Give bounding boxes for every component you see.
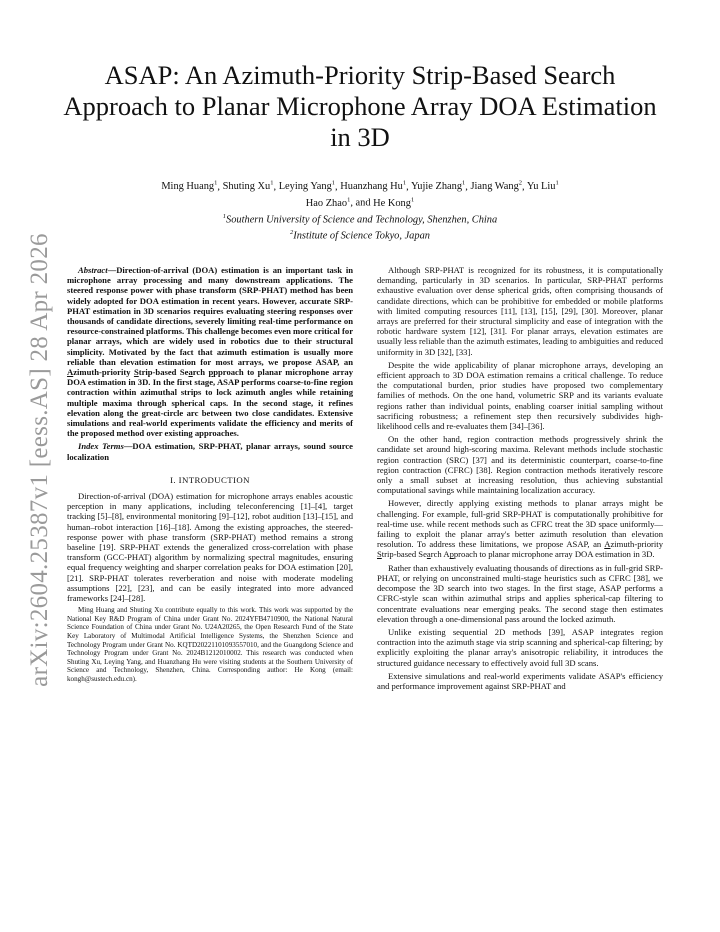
paragraph: Direction-of-arrival (DOA) estimation for microphone arrays enables acoustic perception in many applications, including teleconferencing [1]–[4], target tracking [5]–[8], environmental monitoring [9]–[12], robot audition [13]–[15], and human–robot interaction [16]–[18]. Among the existing approaches, the steered-response power with phase transform (SRP-PHAT) method remains a strong baseline [19]. SRP-PHAT extends the generalized cross-correlation with phase transform (GCC-PHAT) algorithm by normalizing spectral magnitudes, ensuring equal frequency weighting and sharper correlation peaks for DOA estimation [20], [21]. SRP-PHAT tolerates reverberation and noise with moderate modeling assumptions [22], [23], and can be easily integrated into more advanced frameworks [24]–[28]. <box>67 491 353 604</box>
author: Shuting Xu$^1$ <box>222 180 274 193</box>
author-block <box>70 177 650 243</box>
author-line-2: Hao Zhao$^1$, and He Kong$^1$ <box>305 196 415 209</box>
paragraph: Unlike existing sequential 2D methods [39], ASAP integrates region contraction into the azimuth stage via strip scanning and spherical-cap filtering; by explicitly exploiting the planar array's anisotropic reliability, it introduces the structured guidance necessary to effectively avoid full 3D scans. <box>377 626 663 668</box>
paragraph: Although SRP-PHAT is recognized for its robustness, it is computationally demanding, particularly in 3D scenarios. In particular, SRP-PHAT performs exhaustive evaluation over dense spherical grids, often comprising thousands of candidate directions, which can be prohibitive for embedded or mobile platforms with limited computing resources [11], [13], [15], [29], [30]. Moreover, planar arrays are preferred for their structural simplicity and ease of integration with the robotic hardware system [12], [31]. For planar arrays, elevation estimates are usually less reliable than the azimuth estimates, leading to ambiguities and reduced uniformity in 3D [32], [33]. <box>377 265 663 357</box>
affiliation: $^2$Institute of Science Tokyo, Japan <box>290 229 430 242</box>
author: Hao Zhao$^1$ <box>305 196 351 209</box>
arxiv-id: arXiv:2604.25387v1 [eess.AS] 28 Apr 2026 <box>26 233 53 687</box>
section-heading: I. INTRODUCTION <box>170 474 250 485</box>
author: Yu Liu$^1$ <box>526 180 559 193</box>
abstract: Abstract—Direction-of-arrival (DOA) estimation is an important task in microphone array processing and many downstream applications. The steered response power with phase transform (SRP-PHAT) method has been widely adopted for DOA estimation in recent years. However, accurate SRP-PHAT estimation in 3D scenarios requires evaluating steering responses over thousands of candidate directions, severely limiting real-time performance on resource-constrained platforms. This challenge becomes even more critical for planar arrays, which are widely used in robotics due to their structural simplicity. Motivated by the fact that azimuth estimation is usually more reliable than elevation estimation for most arrays, we propose ASAP, an Azimuth-priority Strip-based Search ppproach to planar microphone array DOA estimation in 3D. In the first stage, ASAP performs coarse-to-fine region contraction within azimuthal strips to lock azimuth angles while retaining multiple maxima through spherical caps. In the second stage, it refines elevation along the great-circle arc between two close candidates. Extensive simulations and real-world experiments validate the efficiency and merits of the proposed method over existing approaches. <box>67 265 354 439</box>
paper-title: ASAP: An Azimuth-Priority Strip-Based Search Approach to Planar Microphone Array DOA Estimation in 3D <box>63 60 657 152</box>
paragraph: Rather than exhaustively evaluating thousands of directions as in full-grid SRP-PHAT, or relying on unconstrained multi-stage heuristics such as CFRC [38], we decompose the 3D search into two stages. In the first stage, ASAP performs a CFRC-style scan within azimuthal strips and applies spherical-cap filtering to concentrate evaluations near emerging peaks. The second stage then estimates elevation through a one-dimensional pass around the locked azimuth. <box>377 562 663 624</box>
author: He Kong$^1$ <box>373 196 415 209</box>
right-column <box>377 265 663 694</box>
author: Ming Huang$^1$ <box>161 180 218 193</box>
paragraph: Despite the wide applicability of planar microphone arrays, developing an efficient approach to 3D DOA estimation remains a critical challenge. To reduce the computational burden, prior studies have proposed two complementary families of methods. On the one hand, volumetric SRP and its variants evaluate regions rather than individual points, enabling coarser initial sampling without sacrificing robustness; a refinement step then recursively subdivides high-likelihood cells and re-evaluates them [34]–[36]. <box>377 359 663 432</box>
affiliation: $^1$Southern University of Science and Technology, Shenzhen, China <box>222 212 498 226</box>
paragraph: However, directly applying existing methods to planar arrays might be challenging. For example, full-grid SRP-PHAT is computationally prohibitive for real-time use. while recent methods such as CFRC treat the 3D space uniformly—failing to exploit the planar array's better azimuth resolution than elevation resolution. To address these limitations, we propose ASAP, an Azimuth-priority Strip-based Search Approach to planar microphone array DOA estimation in 3D. <box>377 498 663 560</box>
author: Jiang Wang$^2$ <box>470 180 523 193</box>
author: Leying Yang$^1$ <box>278 180 336 193</box>
index-terms: Index Terms—DOA estimation, SRP-PHAT, planar arrays, sound source localization <box>67 441 353 462</box>
arxiv-watermark <box>18 233 62 687</box>
author-line-1: Ming Huang$^1$, Shuting Xu$^1$, Leying Yang$^1$, Huanzhang Hu$^1$, Yujie Zhang$^1$, Jiang Wang$^2$, Yu Liu$^1$ <box>161 180 559 193</box>
paragraph: Extensive simulations and real-world experiments validate ASAP's efficiency and performance improvement against SRP-PHAT and <box>377 670 663 691</box>
author: Yujie Zhang$^1$ <box>410 180 466 193</box>
footnote: Ming Huang and Shuting Xu contribute equally to this work. This work was supported by the National Key R&D Program of China under Grant No. 2024YFB4710900, the National Natural Science Foundation of China under Grant No. U24A20265, the Open Research Fund of the State Key Laboratory of Multimodal Artificial Intelligence Systems, the Shenzhen Science and Technology Program under Grant No. KQTD20221101093557010, and the Guangdong Science and Technology Program under Grant No. 2024B1212010002. This research was conducted when Shuting Xu, Leying Yang, and Huanzhang Hu were visiting students at the Southern University of Science and Technology, Shenzhen, China. Corresponding author: He Kong (email: kongh@sustech.edu.cn). <box>67 606 353 684</box>
left-column <box>67 265 353 687</box>
author: Huanzhang Hu$^1$ <box>340 180 407 193</box>
paragraph: On the other hand, region contraction methods progressively shrink the candidate set around high-scoring maxima. Relevant methods include stochastic region contraction (SRC) [37] and its deterministic counterpart, coarse-to-fine region contraction (CFRC) [38]. Region contraction methods iteratively rescore only a small subset at increasing resolution, thus achieving substantial computational savings while maintaining localization accuracy. <box>377 434 663 496</box>
